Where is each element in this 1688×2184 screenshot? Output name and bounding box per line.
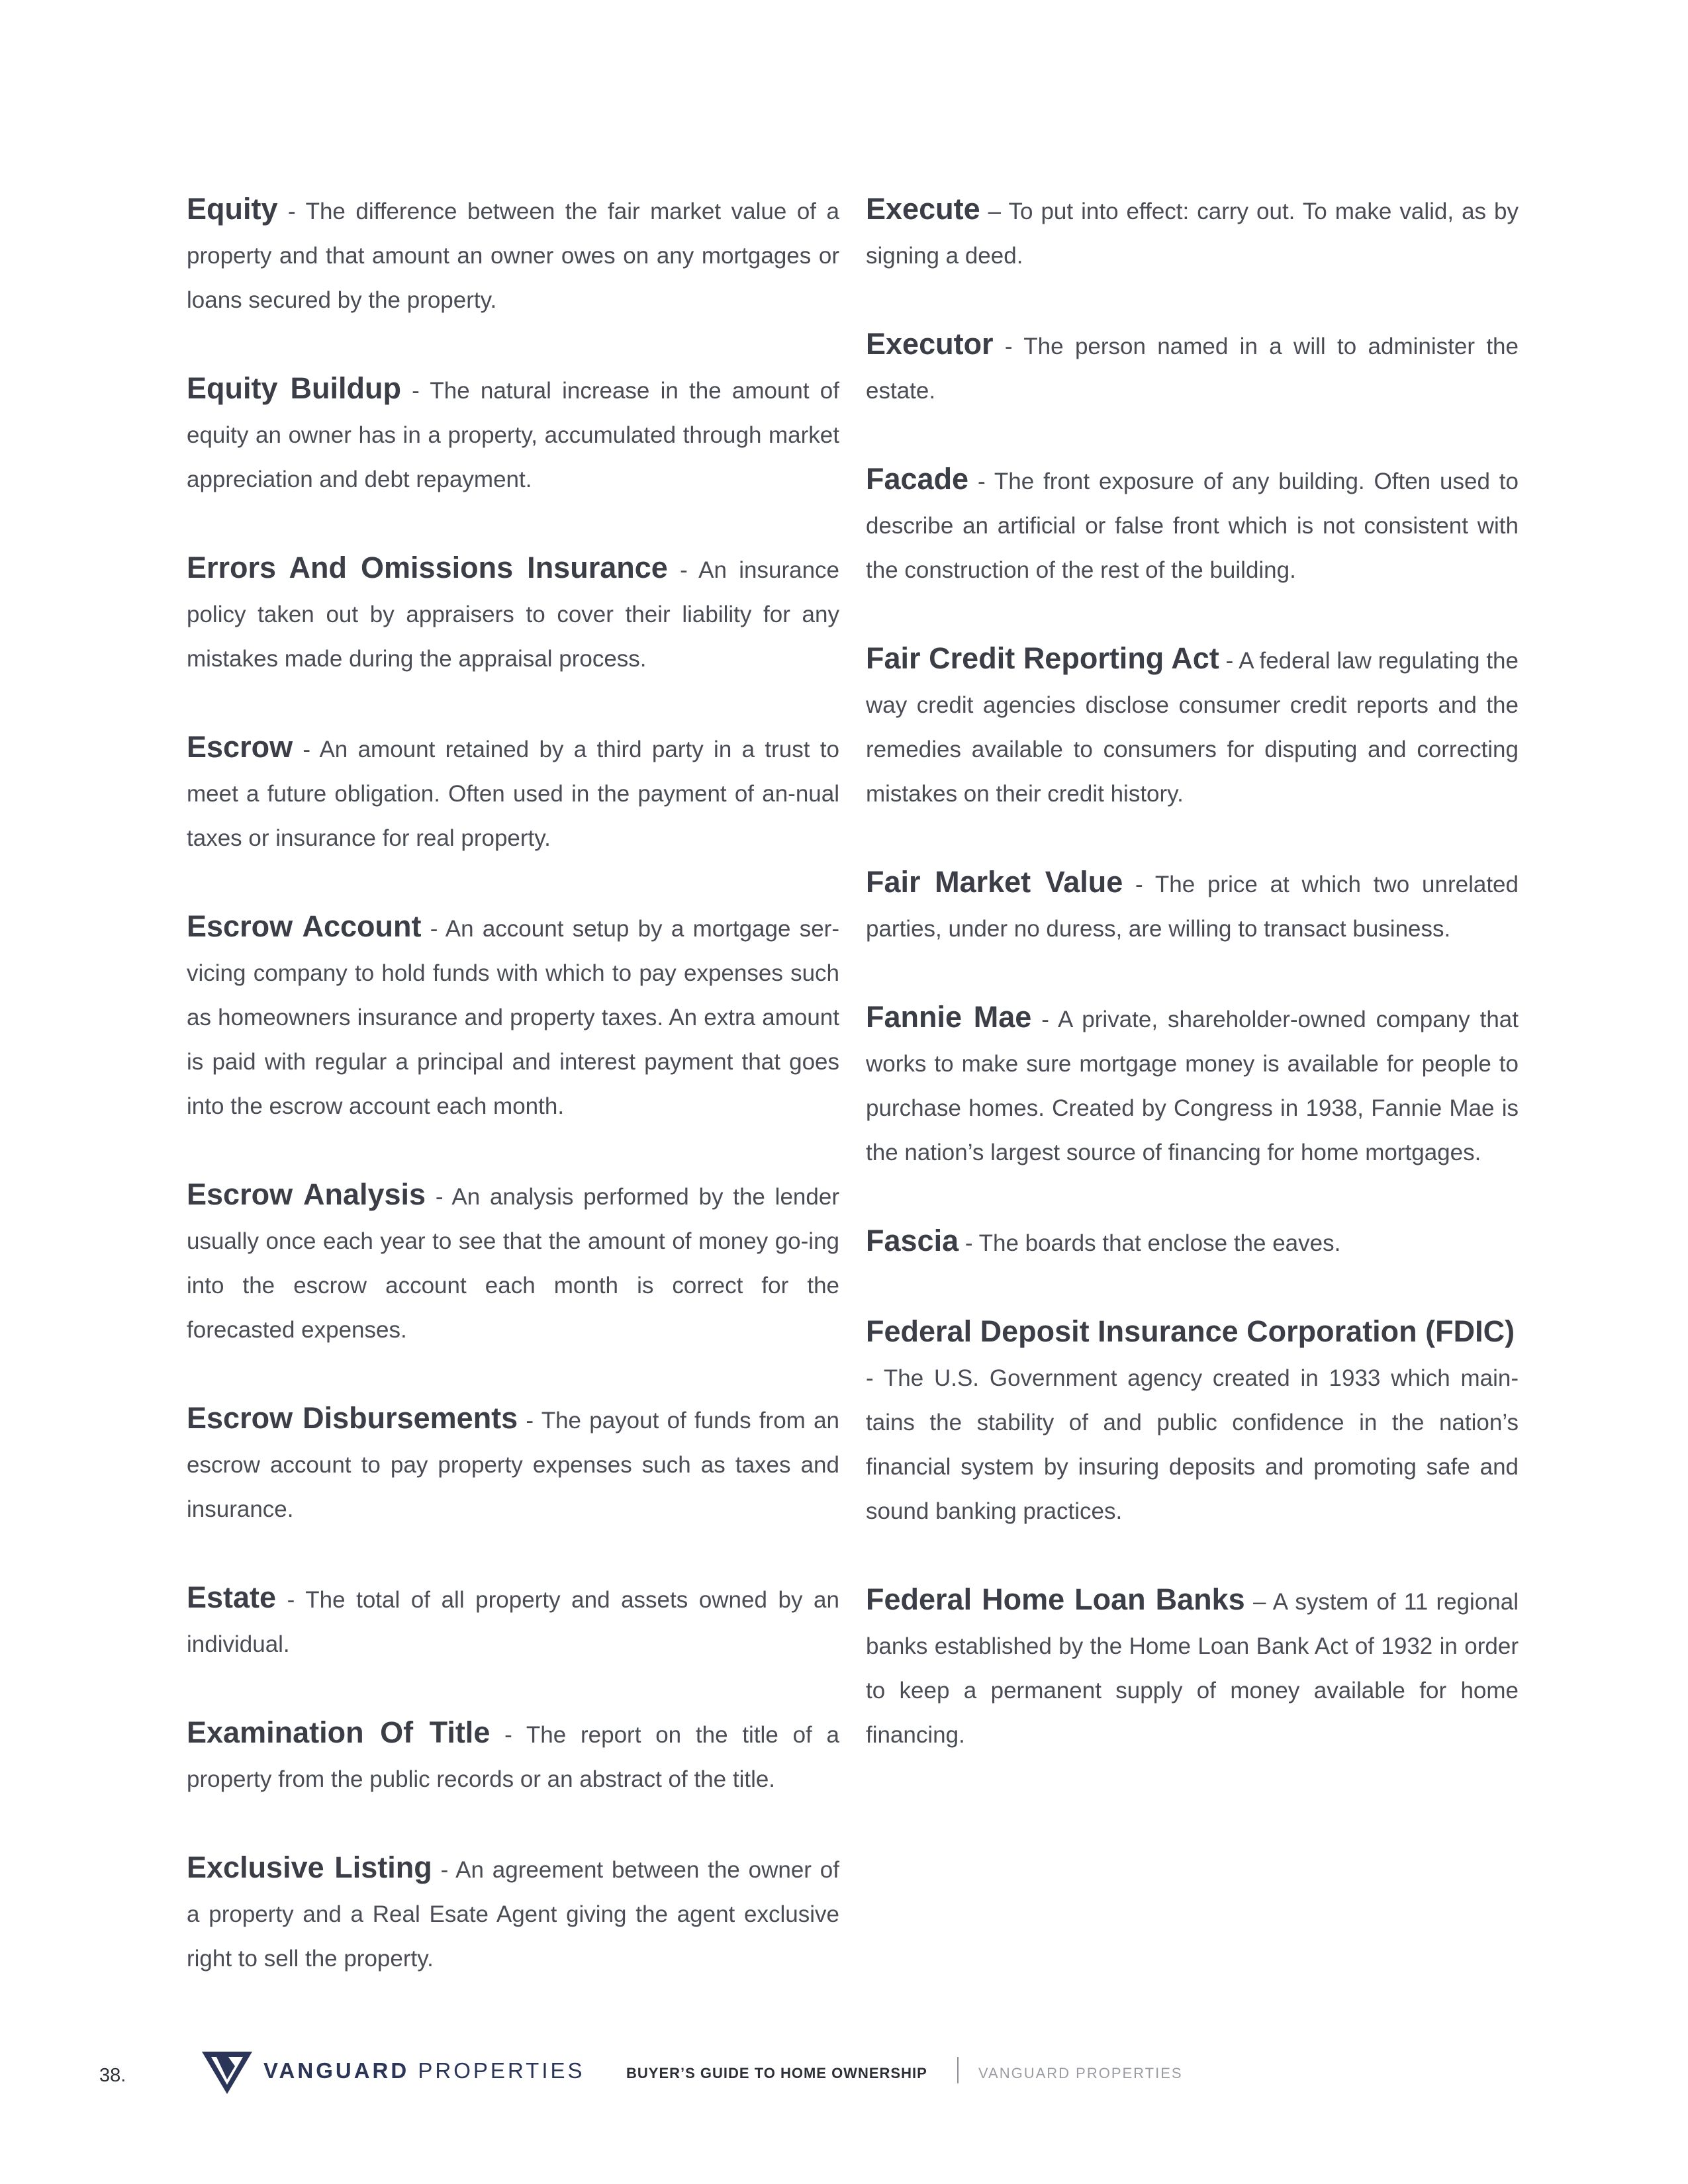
term-separator: - <box>866 1365 884 1391</box>
glossary-right-column <box>866 187 1519 1801</box>
glossary-term: Fascia <box>866 1224 959 1257</box>
term-separator: - <box>277 199 306 224</box>
glossary-term: Equity <box>187 192 278 226</box>
glossary-definition: The person named in a will to administer the estate. <box>866 334 1519 404</box>
glossary-term: Escrow Account <box>187 909 422 943</box>
term-separator: - <box>432 1857 456 1883</box>
glossary-definition: An analysis performed by the lender usually once each year to see that the amount of money go-ing into the escrow account each month is correct for the forecasted expenses. <box>187 1184 839 1343</box>
glossary-entry-escrow <box>187 725 839 860</box>
glossary-definition: The total of all property and assets owned by an individual. <box>187 1587 839 1657</box>
footer-brand-name: VANGUARD PROPERTIES <box>978 2065 1183 2081</box>
glossary-entry-fdic <box>866 1309 1519 1533</box>
brand-logo-wordmark <box>263 2058 585 2083</box>
term-separator: - <box>518 1408 541 1433</box>
logo-word-vanguard: VANGUARD <box>263 2058 410 2083</box>
glossary-term: Escrow Disbursements <box>187 1401 518 1435</box>
term-separator: - <box>421 916 445 942</box>
term-separator: – <box>980 199 1009 224</box>
glossary-entry-fair-market-value <box>866 860 1519 951</box>
glossary-term: Fannie Mae <box>866 1000 1032 1034</box>
term-separator: - <box>400 378 430 404</box>
glossary-left-column <box>187 187 839 2025</box>
glossary-definition: A federal law regulating the way credit agencies disclose consumer credit reports and the remedies available to consumers for disputing and correcting mistakes on their credit history. <box>866 648 1519 807</box>
term-separator: - <box>968 469 994 494</box>
logo-word-properties: PROPERTIES <box>418 2058 585 2083</box>
glossary-term: Examination Of Title <box>187 1715 491 1749</box>
glossary-definition: The U.S. Government agency created in 1933 which main-tains the stability of and public confidence in the nation’s financial system by insuring deposits and promoting safe and sound banking practices. <box>866 1365 1519 1524</box>
glossary-definition: An account setup by a mortgage ser-vicing company to hold funds with which to pay expenses such as homeowners insurance and property taxes. An extra amount is paid with regular a principal and interest payment that goes into the escrow account each month. <box>187 916 839 1119</box>
glossary-entry-federal-home-loan-banks <box>866 1577 1519 1757</box>
glossary-entry-execute <box>866 187 1519 278</box>
term-separator: - <box>293 737 320 762</box>
glossary-term: Federal Deposit Insurance Corporation (FDIC) <box>866 1314 1515 1348</box>
glossary-definition: The report on the title of a property from the public records or an abstract of the title. <box>187 1722 839 1792</box>
term-separator: - <box>276 1587 306 1613</box>
term-separator: - <box>426 1184 452 1210</box>
glossary-definition: The payout of funds from an escrow account to pay property expenses such as taxes and insurance. <box>187 1408 839 1522</box>
glossary-entry-exclusive-listing <box>187 1845 839 1981</box>
glossary-definition: An insurance policy taken out by appraisers to cover their liability for any mistakes made during the appraisal process. <box>187 557 839 672</box>
glossary-definition: The natural increase in the amount of equity an owner has in a property, accumulated through market appreciation and debt repayment. <box>187 378 839 492</box>
footer-divider <box>957 2057 959 2083</box>
glossary-definition: The difference between the fair market value of a property and that amount an owner owes on any mortgages or loans secured by the property. <box>187 199 839 313</box>
glossary-entry-equity-buildup <box>187 366 839 502</box>
glossary-term: Equity Buildup <box>187 371 401 405</box>
glossary-entry-facade <box>866 457 1519 592</box>
glossary-term: Federal Home Loan Banks <box>866 1582 1245 1616</box>
glossary-entry-escrow-account <box>187 904 839 1128</box>
guide-title: BUYER’S GUIDE TO HOME OWNERSHIP <box>626 2065 927 2081</box>
glossary-definition: To put into effect: carry out. To make valid, as by signing a deed. <box>866 199 1519 269</box>
glossary-term: Errors And Omissions Insurance <box>187 551 668 584</box>
glossary-term: Executor <box>866 327 994 361</box>
glossary-definition: The price at which two unrelated parties, under no duress, are willing to transact business. <box>866 872 1519 942</box>
glossary-term: Execute <box>866 192 980 226</box>
glossary-entry-examination-of-title <box>187 1710 839 1801</box>
glossary-term: Exclusive Listing <box>187 1850 432 1884</box>
term-separator: - <box>959 1230 979 1256</box>
glossary-definition: A system of 11 regional banks established by the Home Loan Bank Act of 1932 in order to keep a permanent supply of money available for home financing. <box>866 1589 1519 1748</box>
glossary-entry-equity <box>187 187 839 322</box>
glossary-term: Estate <box>187 1580 277 1614</box>
glossary-entry-executor <box>866 322 1519 413</box>
glossary-term: Escrow Analysis <box>187 1177 426 1211</box>
vanguard-logo-icon <box>202 2050 252 2095</box>
glossary-definition: An agreement between the owner of a property and a Real Esate Agent giving the agent exclusive right to sell the property. <box>187 1857 839 1972</box>
glossary-entry-escrow-analysis <box>187 1172 839 1352</box>
page-footer <box>0 2038 1688 2111</box>
page-number: 38. <box>99 2065 126 2086</box>
term-separator: - <box>1031 1007 1058 1032</box>
glossary-term: Fair Credit Reporting Act <box>866 641 1219 675</box>
glossary-entry-escrow-disbursements <box>187 1396 839 1531</box>
glossary-term: Fair Market Value <box>866 865 1123 899</box>
glossary-entry-errors-and-omissions-insurance <box>187 545 839 681</box>
glossary-entry-fannie-mae <box>866 995 1519 1175</box>
term-separator: - <box>667 557 699 583</box>
glossary-entry-estate <box>187 1575 839 1666</box>
glossary-entry-fair-credit-reporting-act <box>866 636 1519 816</box>
glossary-term: Escrow <box>187 730 293 764</box>
term-separator: – <box>1244 1589 1273 1615</box>
glossary-definition: An amount retained by a third party in a trust to meet a future obligation. Often used in the payment of an-nual taxes or insurance for real property. <box>187 737 839 851</box>
glossary-definition: A private, shareholder-owned company that works to make sure mortgage money is available for people to purchase homes. Created by Congress in 1938, Fannie Mae is the nation’s largest source of financing for home mortgages. <box>866 1007 1519 1165</box>
term-separator: - <box>1219 648 1239 674</box>
term-separator: - <box>490 1722 526 1748</box>
glossary-entry-fascia <box>866 1218 1519 1265</box>
glossary-definition: The boards that enclose the eaves. <box>978 1230 1341 1256</box>
term-separator: - <box>993 334 1024 359</box>
glossary-definition: The front exposure of any building. Often used to describe an artificial or false front which is not consistent with the construction of the rest of the building. <box>866 469 1519 583</box>
glossary-term: Facade <box>866 462 969 496</box>
term-separator: - <box>1123 872 1155 897</box>
